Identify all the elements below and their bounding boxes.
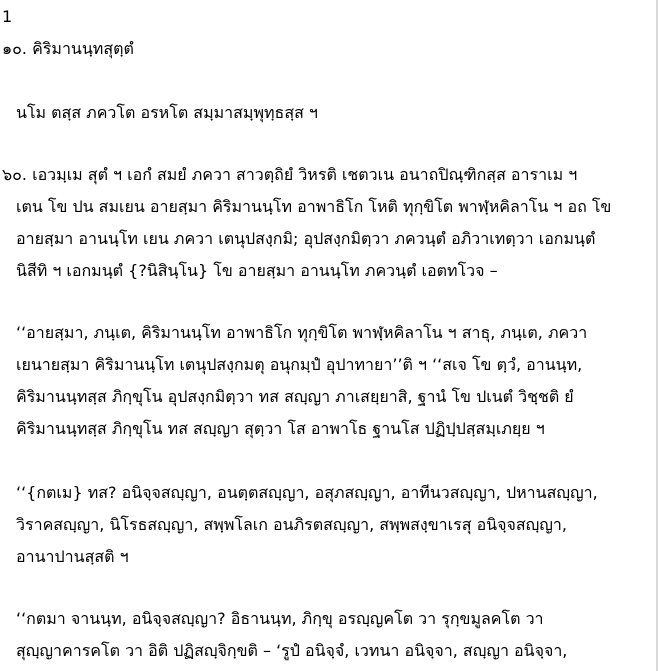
- para1-line-4: นิสีทิ ฯ เอกมนฺตํ {?นิสินฺโน} โข อายสฺมา อานนฺโท ภควนฺตํ เอตทโวจ –: [16, 261, 498, 280]
- sutta-heading: ๑๐. คิริมานนฺทสุตฺตํ: [2, 39, 134, 58]
- para2-line-2: เยนายสฺมา คิริมานนฺโท เตนุปสงฺกมตุ อนุกมฺปํ อุปาทายา’’ติ ฯ ‘‘สเจ โข ตฺวํ, อานนฺท,: [16, 355, 583, 374]
- para2-line-4: คิริมานนฺทสฺส ภิกฺขุโน ทส สญฺญา สุตฺวา โส อาพาโธ ฐานโส ปฏิปฺปสฺสมฺเภยฺย ฯ: [16, 419, 545, 438]
- para3-line-2: วิราคสญฺญา, นิโรธสญฺญา, สพฺพโลเก อนภิรตสญฺญา, สพฺพสงฺขาเรสุ อนิจฺจสญฺญา,: [16, 515, 567, 534]
- para2-line-3: คิริมานนฺทสฺส ภิกฺขุโน อุปสงฺกมิตฺวา ทส สญฺญา ภาเสยฺยาสิ, ฐานํ โข ปเนตํ วิชฺชติ ยํ: [16, 387, 574, 406]
- page-number: 1: [2, 7, 13, 26]
- para1-line-3: อายสฺมา อานนฺโท เยน ภควา เตนุปสงฺกมิ; อุปสงฺกมิตฺวา ภควนฺตํ อภิวาเทตฺวา เอกมนฺตํ: [16, 229, 596, 248]
- para4-line-2: สุญฺญาคารคโต วา อิติ ปฏิสญฺจิกฺขติ – ‘รูปํ อนิจฺจํ, เวทนา อนิจฺจา, สญฺญา อนิจฺจา,: [16, 641, 568, 660]
- para3-line-1: ‘‘{กตเม} ทส? อนิจฺจสญฺญา, อนตฺตสญฺญา, อสุภสญฺญา, อาทีนวสญฺญา, ปหานสญฺญา,: [16, 483, 598, 502]
- namo-line: นโม ตสฺส ภควโต อรหโต สมฺมาสมฺพุทฺธสฺส ฯ: [16, 103, 318, 122]
- para4-line-1: ‘‘กตมา จานนฺท, อนิจฺจสญฺญา? อิธานนฺท, ภิกฺขุ อรญฺญคโต วา รุกฺขมูลคโต วา: [16, 609, 544, 628]
- para1-line-2: เตน โข ปน สมเยน อายสฺมา คิริมานนฺโท อาพาธิโก โหติ ทุกฺขิโต พาฬฺหคิลาโน ฯ อถ โข: [16, 197, 612, 216]
- para1-line-1: ๖๐. เอวมฺเม สุตํ ฯ เอกํ สมยํ ภควา สาวตฺถิยํ วิหรติ เชตวเน อนาถปิณฺฑิกสฺส อาราเม ฯ: [2, 165, 578, 184]
- para3-line-3: อานาปานสฺสติ ฯ: [16, 547, 129, 566]
- para2-line-1: ‘‘อายสฺมา, ภนฺเต, คิริมานนฺโท อาพาธิโก ทุกฺขิโต พาฬฺหคิลาโน ฯ สาธุ, ภนฺเต, ภควา: [16, 323, 588, 342]
